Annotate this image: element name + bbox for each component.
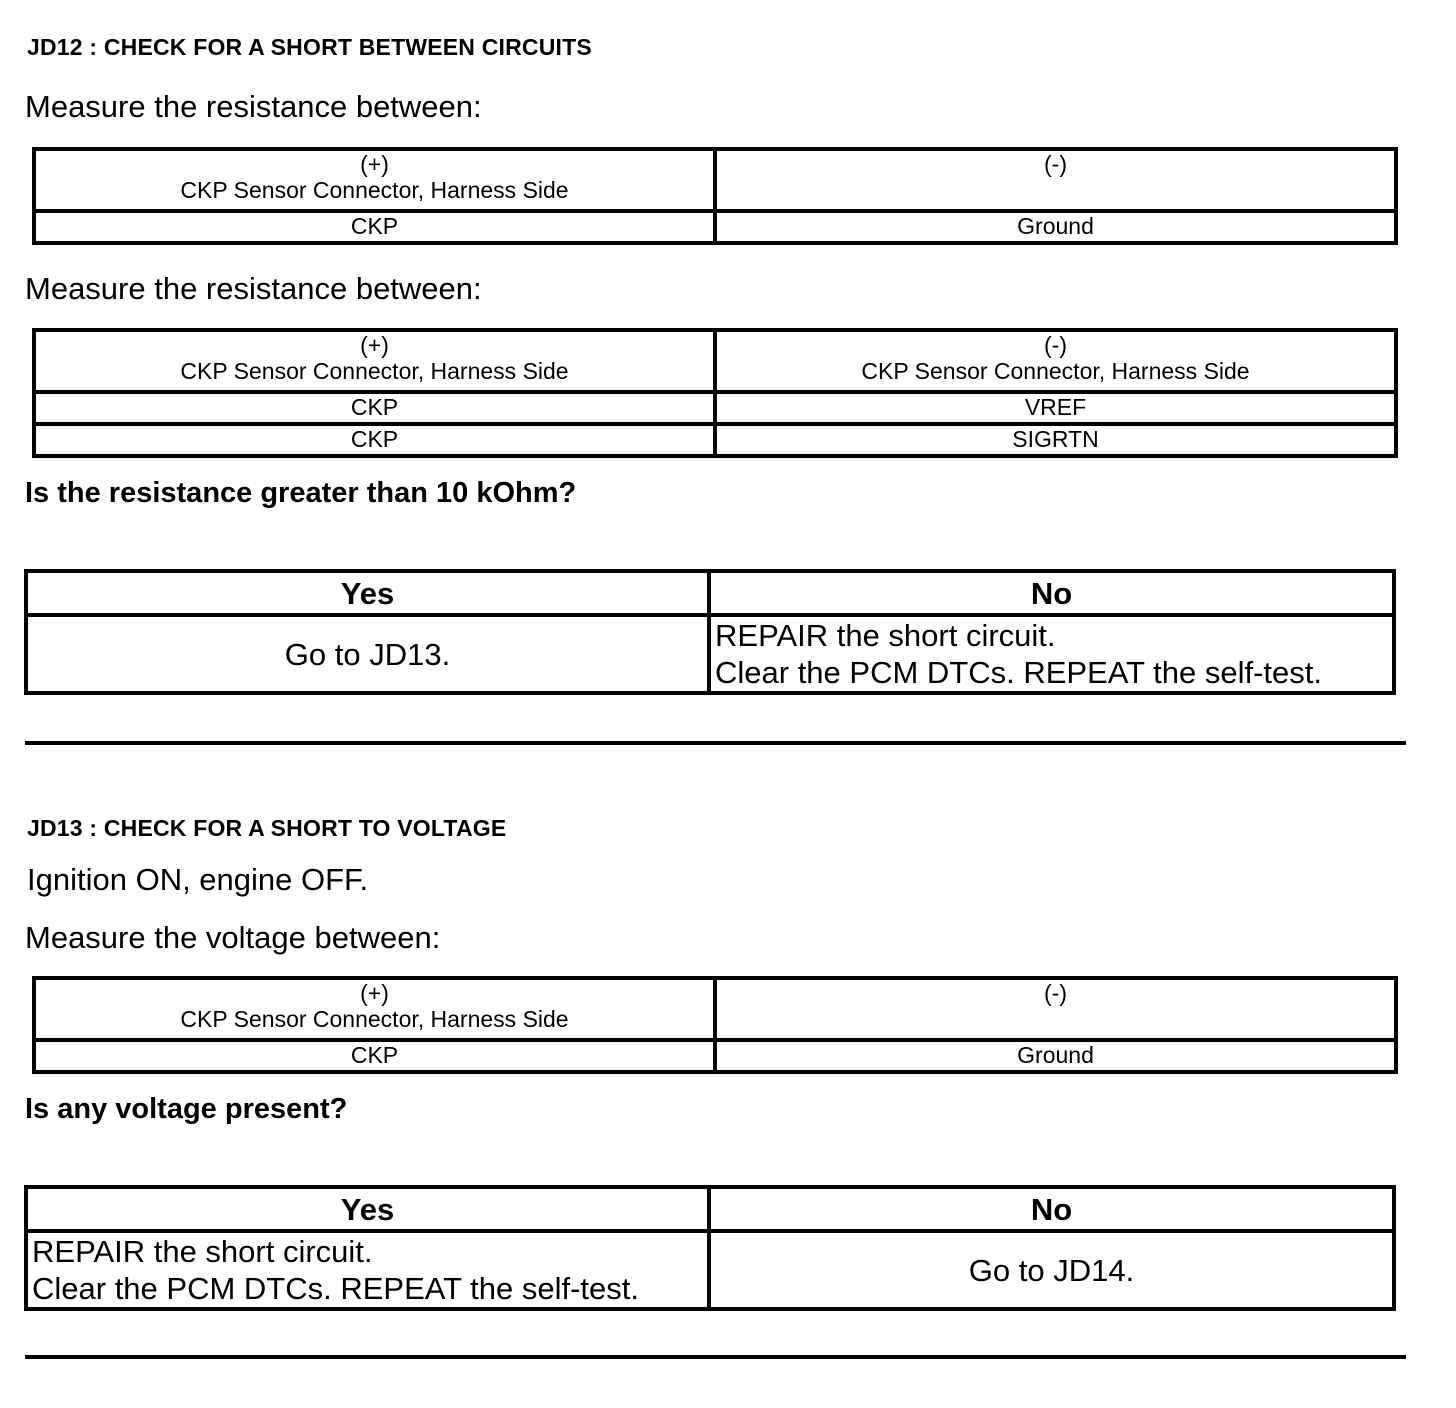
no-header: No xyxy=(709,1187,1394,1231)
table-row xyxy=(34,424,1396,456)
result-header-row xyxy=(26,571,1394,615)
table-header-row xyxy=(34,330,1396,392)
no-line-1: REPAIR the short circuit. xyxy=(715,618,1056,653)
section-divider xyxy=(25,741,1406,745)
jd12-heading: JD12 : CHECK FOR A SHORT BETWEEN CIRCUITS xyxy=(27,34,592,60)
minus-cell: Ground xyxy=(715,211,1396,243)
jd12-result-table xyxy=(24,569,1396,695)
minus-header-cell xyxy=(715,149,1396,211)
plus-header-cell xyxy=(34,149,715,211)
jd13-measure-instruction: Measure the voltage between: xyxy=(25,920,441,955)
plus-sign: (+) xyxy=(360,332,389,358)
minus-header-cell xyxy=(715,330,1396,392)
jd13-heading: JD13 : CHECK FOR A SHORT TO VOLTAGE xyxy=(27,815,507,841)
table-row xyxy=(34,1040,1396,1072)
jd13-measure-table xyxy=(32,976,1398,1074)
plus-label: CKP Sensor Connector, Harness Side xyxy=(180,177,569,203)
yes-header: Yes xyxy=(26,1187,709,1231)
jd12-measure2-instruction: Measure the resistance between: xyxy=(25,271,482,306)
table-row xyxy=(34,392,1396,424)
plus-cell: CKP xyxy=(34,1040,715,1072)
no-cell xyxy=(709,1231,1394,1309)
plus-cell: CKP xyxy=(34,211,715,243)
minus-cell: SIGRTN xyxy=(715,424,1396,456)
yes-line-2: Clear the PCM DTCs. REPEAT the self-test. xyxy=(32,1271,639,1306)
yes-line-1: REPAIR the short circuit. xyxy=(32,1234,373,1269)
minus-header-cell xyxy=(715,978,1396,1040)
minus-cell: Ground xyxy=(715,1040,1396,1072)
yes-line-1: Go to JD13. xyxy=(284,636,451,672)
jd12-measure2-table xyxy=(32,328,1398,458)
minus-sign: (-) xyxy=(1044,332,1067,358)
plus-header-cell xyxy=(34,978,715,1040)
no-line-2: Clear the PCM DTCs. REPEAT the self-test. xyxy=(715,655,1322,690)
jd12-measure1-table xyxy=(32,147,1398,245)
no-line-1: Go to JD14. xyxy=(968,1252,1135,1288)
plus-cell: CKP xyxy=(34,424,715,456)
plus-sign: (+) xyxy=(360,980,389,1006)
plus-label: CKP Sensor Connector, Harness Side xyxy=(180,1006,569,1032)
yes-cell xyxy=(26,1231,709,1309)
result-row xyxy=(26,615,1394,693)
yes-cell xyxy=(26,615,709,693)
table-header-row xyxy=(34,149,1396,211)
jd12-question: Is the resistance greater than 10 kOhm? xyxy=(25,477,577,509)
section-divider xyxy=(25,1355,1406,1359)
minus-sign: (-) xyxy=(1044,980,1067,1006)
minus-cell: VREF xyxy=(715,392,1396,424)
minus-sign: (-) xyxy=(1044,151,1067,177)
plus-label: CKP Sensor Connector, Harness Side xyxy=(180,358,569,384)
no-cell xyxy=(709,615,1394,693)
result-row xyxy=(26,1231,1394,1309)
jd13-question: Is any voltage present? xyxy=(25,1093,348,1125)
table-row xyxy=(34,211,1396,243)
result-header-row xyxy=(26,1187,1394,1231)
plus-cell: CKP xyxy=(34,392,715,424)
plus-sign: (+) xyxy=(360,151,389,177)
jd13-result-table xyxy=(24,1185,1396,1311)
jd13-step1: Ignition ON, engine OFF. xyxy=(27,862,369,897)
minus-label: CKP Sensor Connector, Harness Side xyxy=(861,358,1250,384)
plus-header-cell xyxy=(34,330,715,392)
no-header: No xyxy=(709,571,1394,615)
table-header-row xyxy=(34,978,1396,1040)
yes-header: Yes xyxy=(26,571,709,615)
jd12-measure1-instruction: Measure the resistance between: xyxy=(25,89,482,124)
